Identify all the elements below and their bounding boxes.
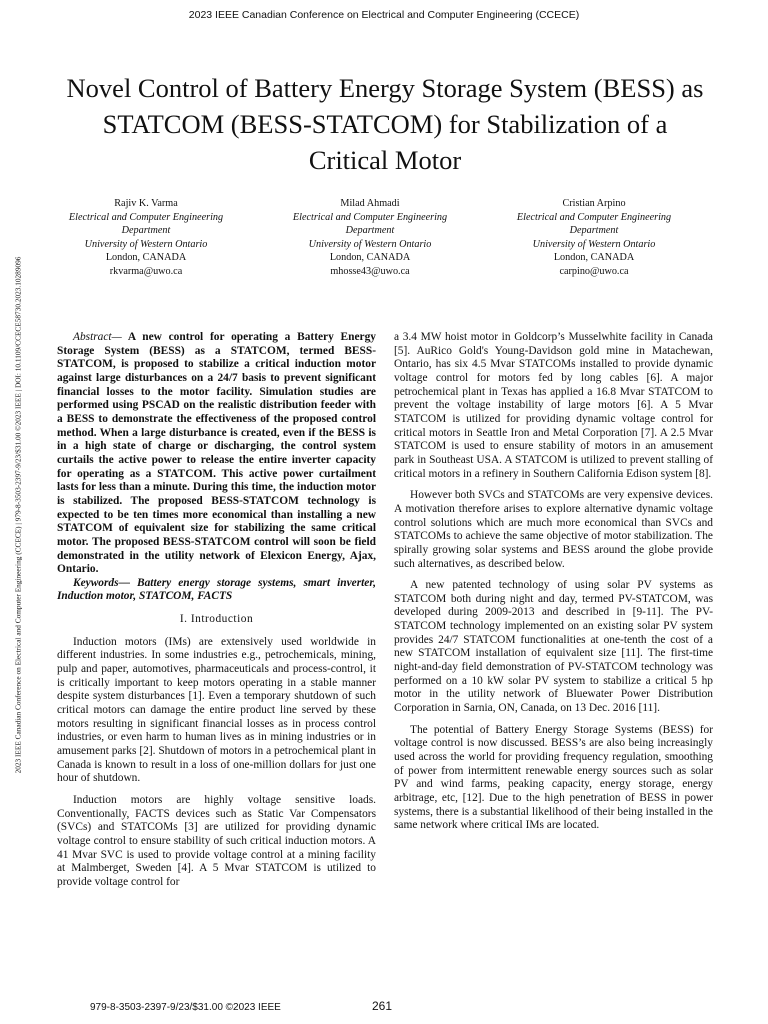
right-column [394, 331, 713, 833]
side-margin-citation [13, 145, 22, 885]
left-column [57, 331, 376, 890]
abstract-label: Abstract— [73, 331, 122, 343]
author-name: Rajiv K. Varma [114, 198, 178, 209]
conference-header: 2023 IEEE Canadian Conference on Electrical and Computer Engineering (CCECE) [188, 9, 580, 21]
abstract [57, 331, 376, 577]
keywords-label: Keywords— [73, 576, 130, 589]
author-affiliation-line: University of Western Ontario [84, 238, 208, 250]
paragraph: A new patented technology of using solar PV systems as STATCOM both during night and day, termed PV-STATCOM, was developed during 2009-2013 and described in [9-11]. The PV-STATCOM technology implemented on an existing solar PV system provides 24/7 STATCOM functionalities at one-tenth the cost of a new STATCOM installation of equivalent size [11]. The first-time night-and-day field demonstration of PV-STATCOM technology was performed on a 10 kW solar PV system to stabilize a critical 5 hp motor in the utility network of Bluewater Power Distribution Corporation in Sarnia, ON, Canada, on 13 Dec. 2016 [11]. [394, 579, 713, 715]
keywords-text: Battery energy storage systems, smart inverter, Induction motor, STATCOM, FACTS [57, 576, 376, 603]
author-affiliation-line: Department [121, 225, 171, 237]
section-heading: I. Introduction [179, 613, 254, 626]
paragraph: Induction motors (IMs) are extensively used worldwide in different industries. In some industries e.g., petrochemicals, mining, pulp and paper, automotives, pharmaceuticals and process-control, it is critically important to keep motors operating in a stable manner despite system disturbances [1]. Even a temporary shutdown of such critical motors can damage the entire product line served by these motors resulting in significant financial losses as in process control industries, or even harm to human lives as in mining industries or in amusement parks [2]. Shutdown of motors in a petrochemical plant in Canada is known to result in a loss of one-million dollars for just one hour of shutdown. [57, 635, 376, 785]
copyright-footer: 979-8-3503-2397-9/23/$31.00 ©2023 IEEE [90, 1002, 281, 1013]
paragraph: However both SVCs and STATCOMs are very expensive devices. A motivation therefore arises to explore alternative dynamic voltage control solutions which are much more economical than SVCs and STATCOMs to achieve the same objective of motor stabilization. The spirally growing solar systems and BESS around the globe provide such alternatives, as described below. [394, 489, 713, 570]
author-block-1 [41, 197, 251, 279]
author-block-3 [489, 197, 699, 279]
author-affiliation-line: University of Western Ontario [532, 238, 656, 250]
paragraph: a 3.4 MW hoist motor in Goldcorp’s Musselwhite facility in Canada [5]. AuRico Gold's Young-Davidson gold mine in Matachewan, Ontario, has six 4.5 Mvar STATCOMs installed to provide dynamic voltage control for motors fed by long cables [6]. A major petrochemical plant in Texas has applied a 16.8 Mvar STATCOM to prevent the voltage instability of large motors [6]. A 5 Mvar STATCOM is utilized for providing dynamic voltage control for critical motors in Seattle Iron and Metal Corporation [7]. A 2.5 Mvar STATCOM is used to ensure stability of motors in an amusement park in Southeast USA. A STATCOM is utilized to prevent stalling of critical motors in a refinery in Southern California Edison system [8]. [394, 331, 713, 480]
author-affiliation-line: Electrical and Computer Engineering [68, 211, 224, 223]
author-affiliation-line: University of Western Ontario [308, 238, 432, 250]
paragraph: Induction motors are highly voltage sensitive loads. Conventionally, FACTS devices such as Static Var Compensators (SVCs) and STATCOMs [3] are utilized for providing dynamic voltage control to ensure stability of such critical induction motors. A 41 Mvar SVC is used to provide voltage control at a mining facility at Malmberget, Sweden [4]. A 5 Mvar STATCOM is utilized to provide voltage control for [57, 794, 376, 888]
author-location: London, CANADA [553, 252, 635, 264]
abstract-text: A new control for operating a Battery Energy Storage System (BESS) as a STATCOM, termed BESS-STATCOM, is proposed to stabilize a critical induction motor against large disturbances on a 24/7 basis to prevent significant financial losses to the motor facility. Simulation studies are performed using PSCAD on the realistic distribution feeder with a BESS to demonstrate the effectiveness of the proposed control method. When a large disturbance is created, even if the BESS is in a high state of charge or discharging, the control system curtails the active power to release the entire inverter capacity for operating as a STATCOM. This active power curtailment lasts for less than a minute. During this time, the induction motor is stabilized. The proposed BESS-STATCOM technology is expected to be ten times more economical than installing a new STATCOM of equivalent size for stabilizing the same critical motor. The proposed BESS-STATCOM control will soon be field demonstrated in the utility network of Elexicon Energy, Ajax, Ontario. [57, 331, 376, 576]
author-email: carpino@uwo.ca [559, 265, 629, 277]
author-location: London, CANADA [329, 252, 411, 264]
author-name: Milad Ahmadi [340, 198, 400, 209]
keywords [57, 577, 376, 604]
author-name: Cristian Arpino [562, 198, 626, 209]
side-citation-text: 2023 IEEE Canadian Conference on Electrical and Computer Engineering (CCECE) | 979-8-3503-2397-9/23/$31.00 ©2023 IEEE | DOI: 10.1109/CCECE58730.2023.10289096 [13, 256, 22, 774]
author-email: rkvarma@uwo.ca [109, 265, 183, 277]
author-affiliation-line: Electrical and Computer Engineering [516, 211, 672, 223]
paragraph: The potential of Battery Energy Storage Systems (BESS) for voltage control is now discussed. BESS’s are also being increasingly used across the world for providing frequency regulation, smoothing of power from intermittent renewable energy sources such as solar PV and wind farms, peaking capacity, energy storage, energy arbitrage, etc, [12]. Due to the high penetration of BESS in power systems, there is a substantial likelihood of their being installed in the same network where critical IMs are located. [394, 723, 713, 832]
author-affiliation-line: Electrical and Computer Engineering [292, 211, 448, 223]
paper-title: Novel Control of Battery Energy Storage System (BESS) as STATCOM (BESS-STATCOM) for Stabilization of a Critical Motor [66, 73, 704, 175]
author-location: London, CANADA [105, 252, 187, 264]
page-number: 261 [372, 999, 393, 1013]
author-affiliation-line: Department [569, 225, 619, 237]
author-email: mhosse43@uwo.ca [330, 265, 410, 277]
author-affiliation-line: Department [345, 225, 395, 237]
author-block-2 [265, 197, 475, 279]
